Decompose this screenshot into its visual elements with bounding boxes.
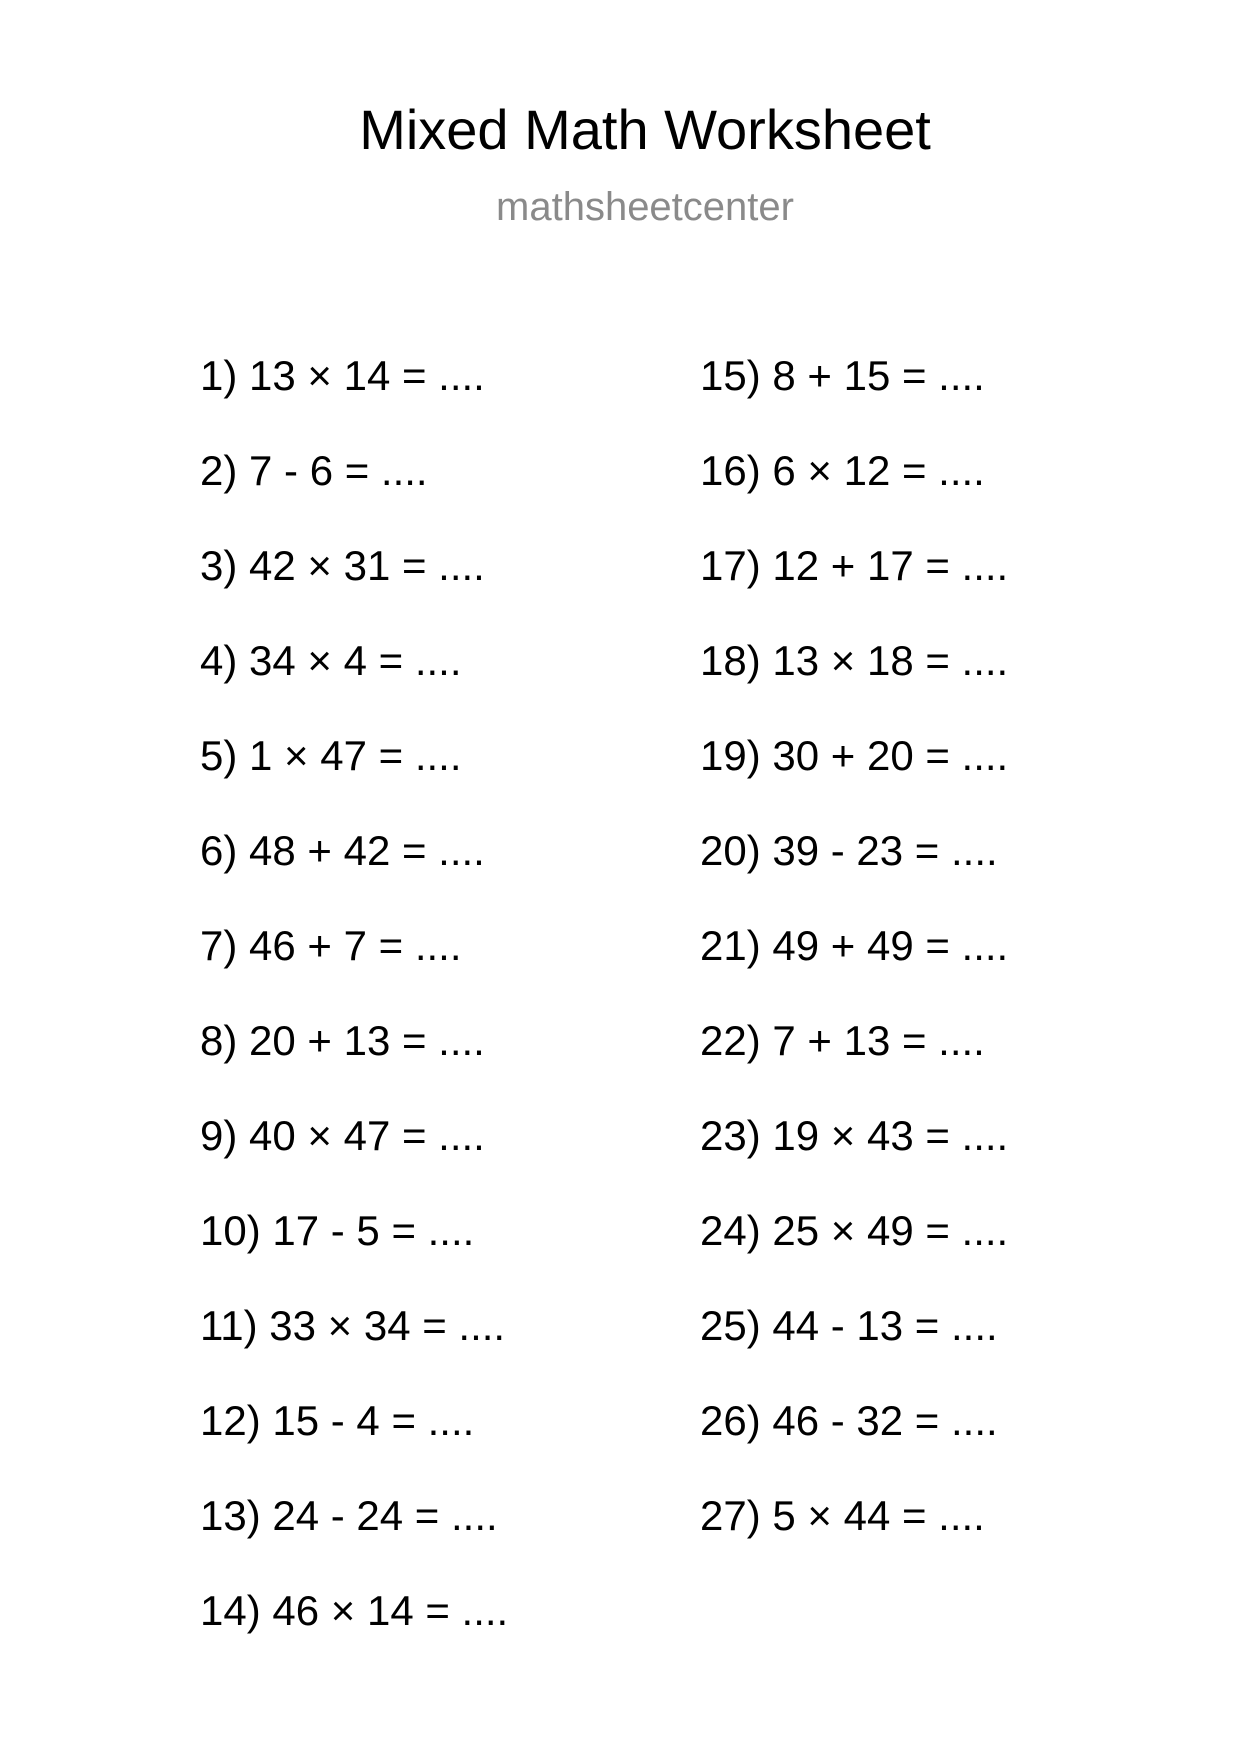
- problem-23: 23) 19 × 43 = ....: [700, 1112, 1009, 1159]
- problem-2: 2) 7 - 6 = ....: [200, 447, 428, 494]
- problem-22: 22) 7 + 13 = ....: [700, 1017, 985, 1064]
- worksheet-title: Mixed Math Worksheet: [359, 98, 931, 161]
- problem-3: 3) 42 × 31 = ....: [200, 542, 485, 589]
- problem-6: 6) 48 + 42 = ....: [200, 827, 485, 874]
- problem-4: 4) 34 × 4 = ....: [200, 637, 462, 684]
- problem-20: 20) 39 - 23 = ....: [700, 827, 998, 874]
- problem-column-right: [700, 352, 1008, 1587]
- problem-12: 12) 15 - 4 = ....: [200, 1397, 475, 1444]
- problem-13: 13) 24 - 24 = ....: [200, 1492, 498, 1539]
- problem-27: 27) 5 × 44 = ....: [700, 1492, 985, 1539]
- problem-5: 5) 1 × 47 = ....: [200, 732, 462, 779]
- problem-10: 10) 17 - 5 = ....: [200, 1207, 475, 1254]
- problem-17: 17) 12 + 17 = ....: [700, 542, 1009, 589]
- problem-19: 19) 30 + 20 = ....: [700, 732, 1009, 779]
- problem-column-left: [200, 352, 508, 1682]
- worksheet-subtitle: mathsheetcenter: [496, 185, 794, 229]
- problem-18: 18) 13 × 18 = ....: [700, 637, 1009, 684]
- problem-15: 15) 8 + 15 = ....: [700, 352, 985, 399]
- problem-24: 24) 25 × 49 = ....: [700, 1207, 1009, 1254]
- problem-7: 7) 46 + 7 = ....: [200, 922, 462, 969]
- problem-26: 26) 46 - 32 = ....: [700, 1397, 998, 1444]
- problem-14: 14) 46 × 14 = ....: [200, 1587, 509, 1634]
- problem-1: 1) 13 × 14 = ....: [200, 352, 485, 399]
- problem-16: 16) 6 × 12 = ....: [700, 447, 985, 494]
- problem-8: 8) 20 + 13 = ....: [200, 1017, 485, 1064]
- problem-25: 25) 44 - 13 = ....: [700, 1302, 998, 1349]
- problem-11: 11) 33 × 34 = ....: [200, 1302, 506, 1349]
- problem-21: 21) 49 + 49 = ....: [700, 922, 1009, 969]
- problem-9: 9) 40 × 47 = ....: [200, 1112, 485, 1159]
